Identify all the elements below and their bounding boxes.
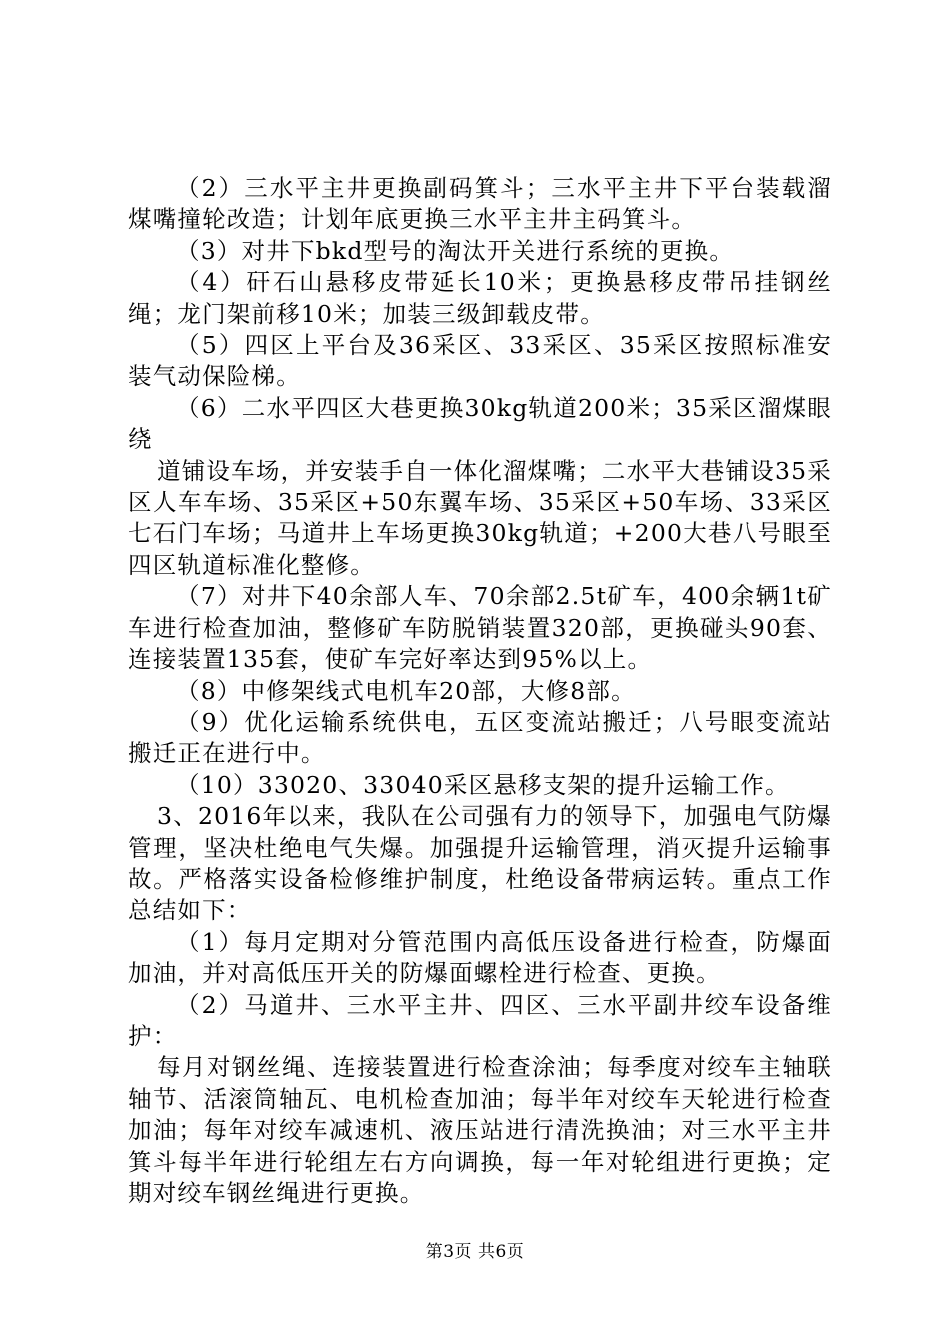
page-footer (0, 1241, 950, 1263)
paragraph-item-9: （9）优化运输系统供电，五区变流站搬迁；八号眼变流站搬迁正在进行中。 (128, 707, 832, 768)
paragraph-item-5: （5）四区上平台及36采区、33采区、35采区按照标准安装气动保险梯。 (128, 331, 832, 391)
paragraph-item-6-continued: 道铺设车场，并安装手自一体化溜煤嘴；二水平大巷铺设35采区人车车场、35采区+50东翼车场、35采区+50车场、33采区七石门车场；马道井上车场更换30kg轨道；+200大巷八号眼至四区轨道标准化整修。 (128, 456, 832, 579)
paragraph-section-3-item-1: （1）每月定期对分管范围内高低压设备进行检查，防爆面加油，并对高低压开关的防爆面螺栓进行检查、更换。 (128, 927, 832, 988)
paragraph-item-4: （4）矸石山悬移皮带延长10米；更换悬移皮带吊挂钢丝绳；龙门架前移10米；加装三级卸载皮带。 (128, 268, 832, 328)
paragraph-item-10: （10）33020、33040采区悬移支架的提升运输工作。 (176, 770, 790, 799)
document-body (128, 173, 832, 1209)
paragraph-maintenance-detail: 每月对钢丝绳、连接装置进行检查涂油；每季度对绞车主轴联轴节、活滚筒轴瓦、电机检查加油；每半年对绞车天轮进行检查加油；每年对绞车减速机、液压站进行清洗换油；对三水平主井箕斗每半年进行轮组左右方向调换，每一年对轮组进行更换；定期对绞车钢丝绳进行更换。 (128, 1053, 832, 1207)
paragraph-section-3-item-2: （2）马道井、三水平主井、四区、三水平副井绞车设备维护： (128, 990, 832, 1050)
paragraph-item-6: （6）二水平四区大巷更换30kg轨道200米；35采区溜煤眼绕 (128, 393, 832, 454)
paragraph-item-3: （3）对井下bkd型号的淘汰开关进行系统的更换。 (176, 236, 735, 265)
paragraph-item-2: （2）三水平主井更换副码箕斗；三水平主井下平台装载溜煤嘴撞轮改造；计划年底更换三水平主井主码箕斗。 (128, 174, 832, 234)
paragraph-item-8: （8）中修架线式电机车20部，大修8部。 (176, 676, 636, 705)
paragraph-section-3: 3、2016年以来，我队在公司强有力的领导下，加强电气防爆管理，坚决杜绝电气失爆。加强提升运输管理，消灭提升运输事故。严格落实设备检修维护制度，杜绝设备带病运转。重点工作总结如下： (128, 802, 832, 925)
page-number-label: 第3页 共6页 (425, 1242, 525, 1262)
paragraph-item-7: （7）对井下40余部人车、70余部2.5t矿车，400余辆1t矿车进行检查加油，整修矿车防脱销装置320部，更换碰头90套、连接装置135套，使矿车完好率达到95%以上。 (128, 582, 832, 674)
